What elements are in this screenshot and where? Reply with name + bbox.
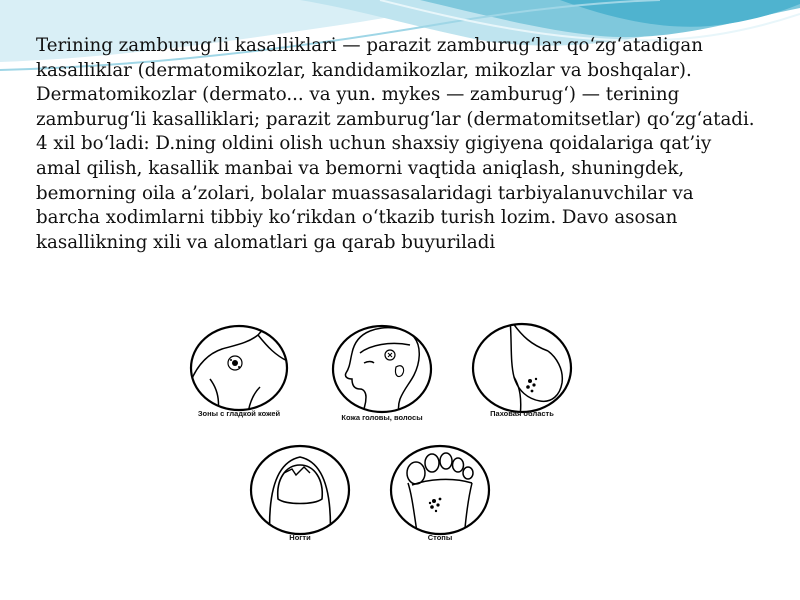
caption-groin: Паховая область (490, 409, 554, 418)
slide-body-text (36, 34, 756, 255)
groin-area-icon (470, 321, 574, 415)
paragraph-dermatomycoses: Dermatomikozlar (dermato... va yun. mykes — zamburug‘) — terining zamburug‘li kasalliklari; parazit zamburug‘lar (dermatomitsetlar) qo‘zg‘atadi. 4 xil bo‘ladi: D.ning oldini olish uchun shaxsiy gigiyena qoidalariga qat’iy amal qilish, kasallik manbai va bemorni vaqtida aniqlash, shuningdek, bemorning oila a’zolari, bolalar muassasalaridagi tarbiyalanuvchilar va barcha xodimlarni tibbiy ko‘rikdan o‘tkazib turish lozim. Davo asosan kasallikning xili va alomatlari ga qarab buyuriladi (36, 84, 755, 253)
caption-scalp-hair: Кожа головы, волосы (341, 413, 423, 422)
infection-sites-illustration (0, 315, 800, 600)
shoulder-skin-lesion-icon (188, 323, 290, 413)
nail-icon (248, 443, 352, 537)
caption-feet: Стопы (427, 533, 453, 542)
caption-smooth-skin: Зоны с гладкой кожей (197, 409, 281, 418)
foot-icon (388, 443, 492, 537)
paragraph-definition: Terining zamburug‘li kasalliklari — parazit zamburug‘lar qo‘zg‘atadigan kasalliklar (dermatomikozlar, kandidamikozlar, mikozlar va boshqalar). (36, 35, 703, 81)
head-scalp-icon (330, 323, 434, 415)
caption-nails: Ногти (289, 533, 311, 542)
